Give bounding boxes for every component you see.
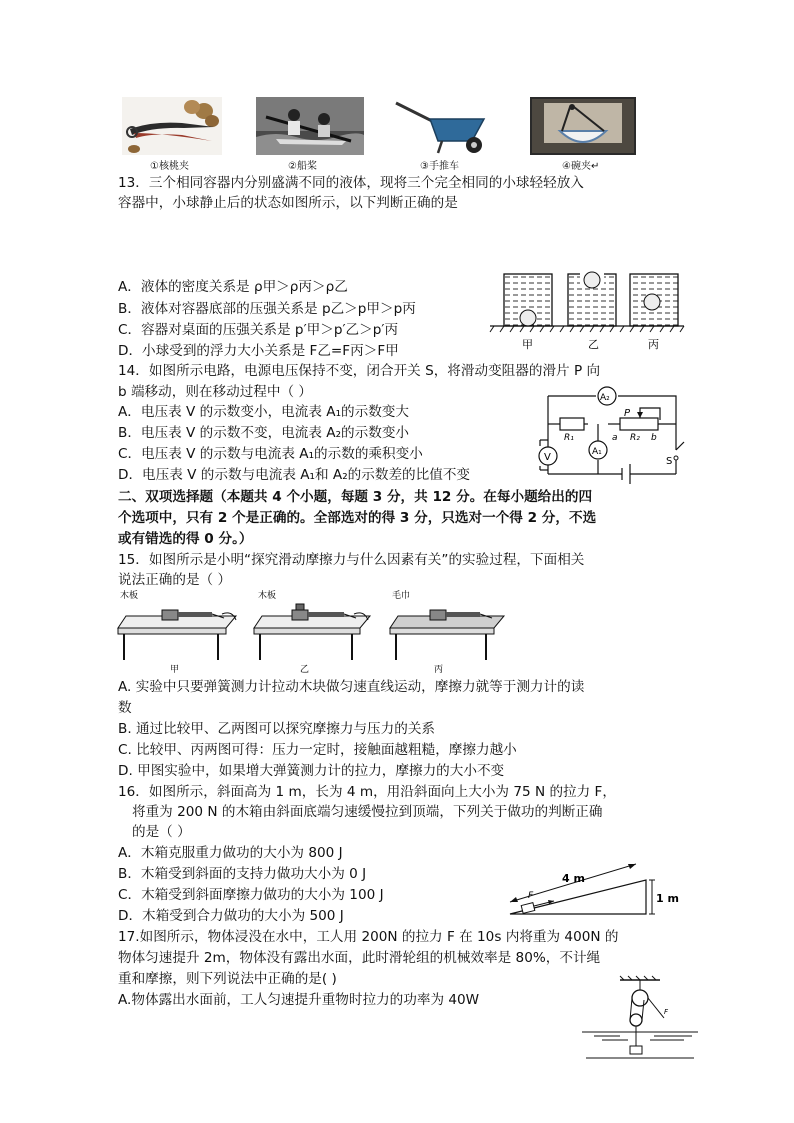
q13-containers-figure — [488, 268, 686, 354]
surface-label-jia: 木板 — [120, 591, 139, 601]
table-bing — [390, 589, 504, 675]
r2-rheostat — [620, 418, 658, 430]
container-label-bing: 丙 — [648, 338, 659, 351]
q15-option-d: D. 甲图实验中，如果增大弹簧测力计的拉力，摩擦力的大小不变 — [118, 763, 505, 779]
caption-1: ①核桃夹 — [150, 161, 189, 172]
surface-label-yi: 木板 — [258, 591, 277, 601]
q16-option-c: C．木箱受到斜面摩擦力做功的大小为 100 J — [118, 887, 384, 903]
q13-option-a: A．液体的密度关系是 ρ甲＞ρ丙＞ρ乙 — [118, 279, 348, 295]
section2-heading-1: 二、双项选择题（本题共 4 个小题，每题 3 分，共 12 分。在每小题给出的四 — [118, 489, 593, 505]
submerged-object — [630, 1046, 642, 1054]
movable-pulley — [630, 1014, 642, 1026]
q15-option-a-1: A. 实验中只要弹簧测力计拉动木块做匀速直线运动，摩擦力就等于测力计的读 — [118, 679, 585, 695]
caption-2: ②船桨 — [288, 161, 317, 172]
fixed-pulley — [632, 990, 648, 1006]
label-r1: R₁ — [564, 433, 574, 443]
table-yi — [254, 589, 370, 675]
nutcracker-photo — [122, 97, 222, 155]
case-label-bing: 丙 — [434, 665, 444, 675]
caption-4: ④碗夹↵ — [562, 161, 600, 172]
q13-option-c: C．容器对桌面的压强关系是 p′甲＞p′乙＞p′丙 — [118, 322, 399, 338]
q15-option-a-2: 数 — [118, 700, 132, 716]
q17-option-a: A.物体露出水面前，工人匀速提升重物时拉力的功率为 40W — [118, 992, 480, 1008]
container-label-yi: 乙 — [588, 338, 599, 351]
q17-pulley-figure — [580, 978, 700, 1062]
container-yi — [568, 272, 616, 326]
pulley-force-label: F — [664, 1008, 669, 1016]
q14-stem-1: 14．如图所示电路，电源电压保持不变，闭合开关 S，将滑动变阻器的滑片 P 向 — [118, 363, 601, 379]
wheelbarrow-photo — [392, 97, 492, 155]
q14-option-a: A．电压表 V 的示数变小，电流表 A₁的示数变大 — [118, 404, 409, 420]
q13-option-b: B．液体对容器底部的压强关系是 p乙＞p甲＞p丙 — [118, 301, 416, 317]
q15-stem-1: 15．如图所示是小明“探究滑动摩擦力与什么因素有关”的实验过程，下面相关 — [118, 552, 585, 568]
q15-friction-figure — [118, 588, 504, 674]
q14-stem-2: b 端移动，则在移动过程中（ ） — [118, 384, 312, 400]
case-label-jia: 甲 — [170, 665, 180, 675]
label-a: a — [612, 433, 618, 443]
r1-resistor — [560, 418, 584, 430]
q16-stem-2: 将重为 200 N 的木箱由斜面底端匀速缓慢拉到顶端，下列关于做功的判断正确 — [132, 804, 603, 820]
caption-3: ③手推车 — [420, 161, 459, 172]
q15-option-c: C. 比较甲、丙两图可得：压力一定时，接触面越粗糙，摩擦力越小 — [118, 742, 517, 758]
force-label: F — [528, 891, 534, 901]
label-r2: R₂ — [630, 433, 640, 443]
container-jia — [504, 274, 552, 326]
rowing-boat-icon — [256, 97, 364, 155]
q13-option-d: D．小球受到的浮力大小关系是 F乙=F丙＞F甲 — [118, 343, 399, 359]
q14-option-d: D．电压表 V 的示数与电流表 A₁和 A₂的示数差的比值不变 — [118, 467, 471, 483]
incline-height-label: 1 m — [656, 892, 679, 905]
label-p: P — [624, 408, 631, 419]
q16-stem-3: 的是（ ） — [132, 824, 191, 840]
case-label-yi: 乙 — [300, 665, 310, 675]
q16-stem-1: 16．如图所示，斜面高为 1 m，长为 4 m，用沿斜面向上大小为 75 N 的拉力 F， — [118, 784, 616, 800]
q16-option-d: D．木箱受到合力做功的大小为 500 J — [118, 908, 344, 924]
q17-stem-1: 17.如图所示，物体浸没在水中，工人用 200N 的拉力 F 在 10s 内将重为 400N 的 — [118, 929, 619, 945]
container-bing — [630, 274, 678, 326]
q16-option-b: B．木箱受到斜面的支持力做功大小为 0 J — [118, 866, 367, 882]
label-a1: A₁ — [592, 447, 602, 457]
incline-length-label: 4 m — [562, 872, 585, 885]
q15-option-b: B. 通过比较甲、乙两图可以探究摩擦力与压力的关系 — [118, 721, 436, 737]
q13-stem-1: 13．三个相同容器内分别盛满不同的液体，现将三个完全相同的小球轻轻放入 — [118, 175, 584, 191]
q14-option-c: C．电压表 V 的示数与电流表 A₁的示数的乘积变小 — [118, 446, 423, 462]
bowl-clip-icon — [530, 97, 636, 155]
bowl-clip-photo — [530, 97, 636, 155]
q13-stem-2: 容器中，小球静止后的状态如图所示，以下判断正确的是 — [118, 195, 458, 211]
label-a2: A₂ — [600, 393, 610, 403]
section2-heading-2: 个选项中，只有 2 个是正确的。全部选对的得 3 分，只选对一个得 2 分，不选 — [118, 510, 597, 526]
q17-stem-3: 重和摩擦，则下列说法中正确的是( ) — [118, 971, 337, 987]
nutcracker-icon — [122, 97, 222, 155]
rowing-photo — [256, 97, 364, 155]
label-v: V — [544, 452, 551, 463]
q16-incline-figure — [500, 856, 679, 918]
surface-label-bing: 毛巾 — [392, 591, 411, 601]
wheelbarrow-icon — [392, 97, 492, 155]
label-s: S — [666, 456, 673, 467]
label-b: b — [651, 433, 657, 443]
q14-option-b: B．电压表 V 的示数不变，电流表 A₂的示数变小 — [118, 425, 410, 441]
q14-circuit-diagram — [536, 384, 686, 476]
q17-stem-2: 物体匀速提升 2m，物体没有露出水面，此时滑轮组的机械效率是 80%，不计绳 — [118, 950, 601, 966]
section2-heading-3: 或有错选的得 0 分。） — [118, 531, 253, 547]
table-jia — [118, 589, 236, 675]
container-label-jia: 甲 — [522, 338, 533, 351]
q16-option-a: A．木箱克服重力做功的大小为 800 J — [118, 845, 343, 861]
q15-stem-2: 说法正确的是（ ） — [118, 572, 232, 588]
